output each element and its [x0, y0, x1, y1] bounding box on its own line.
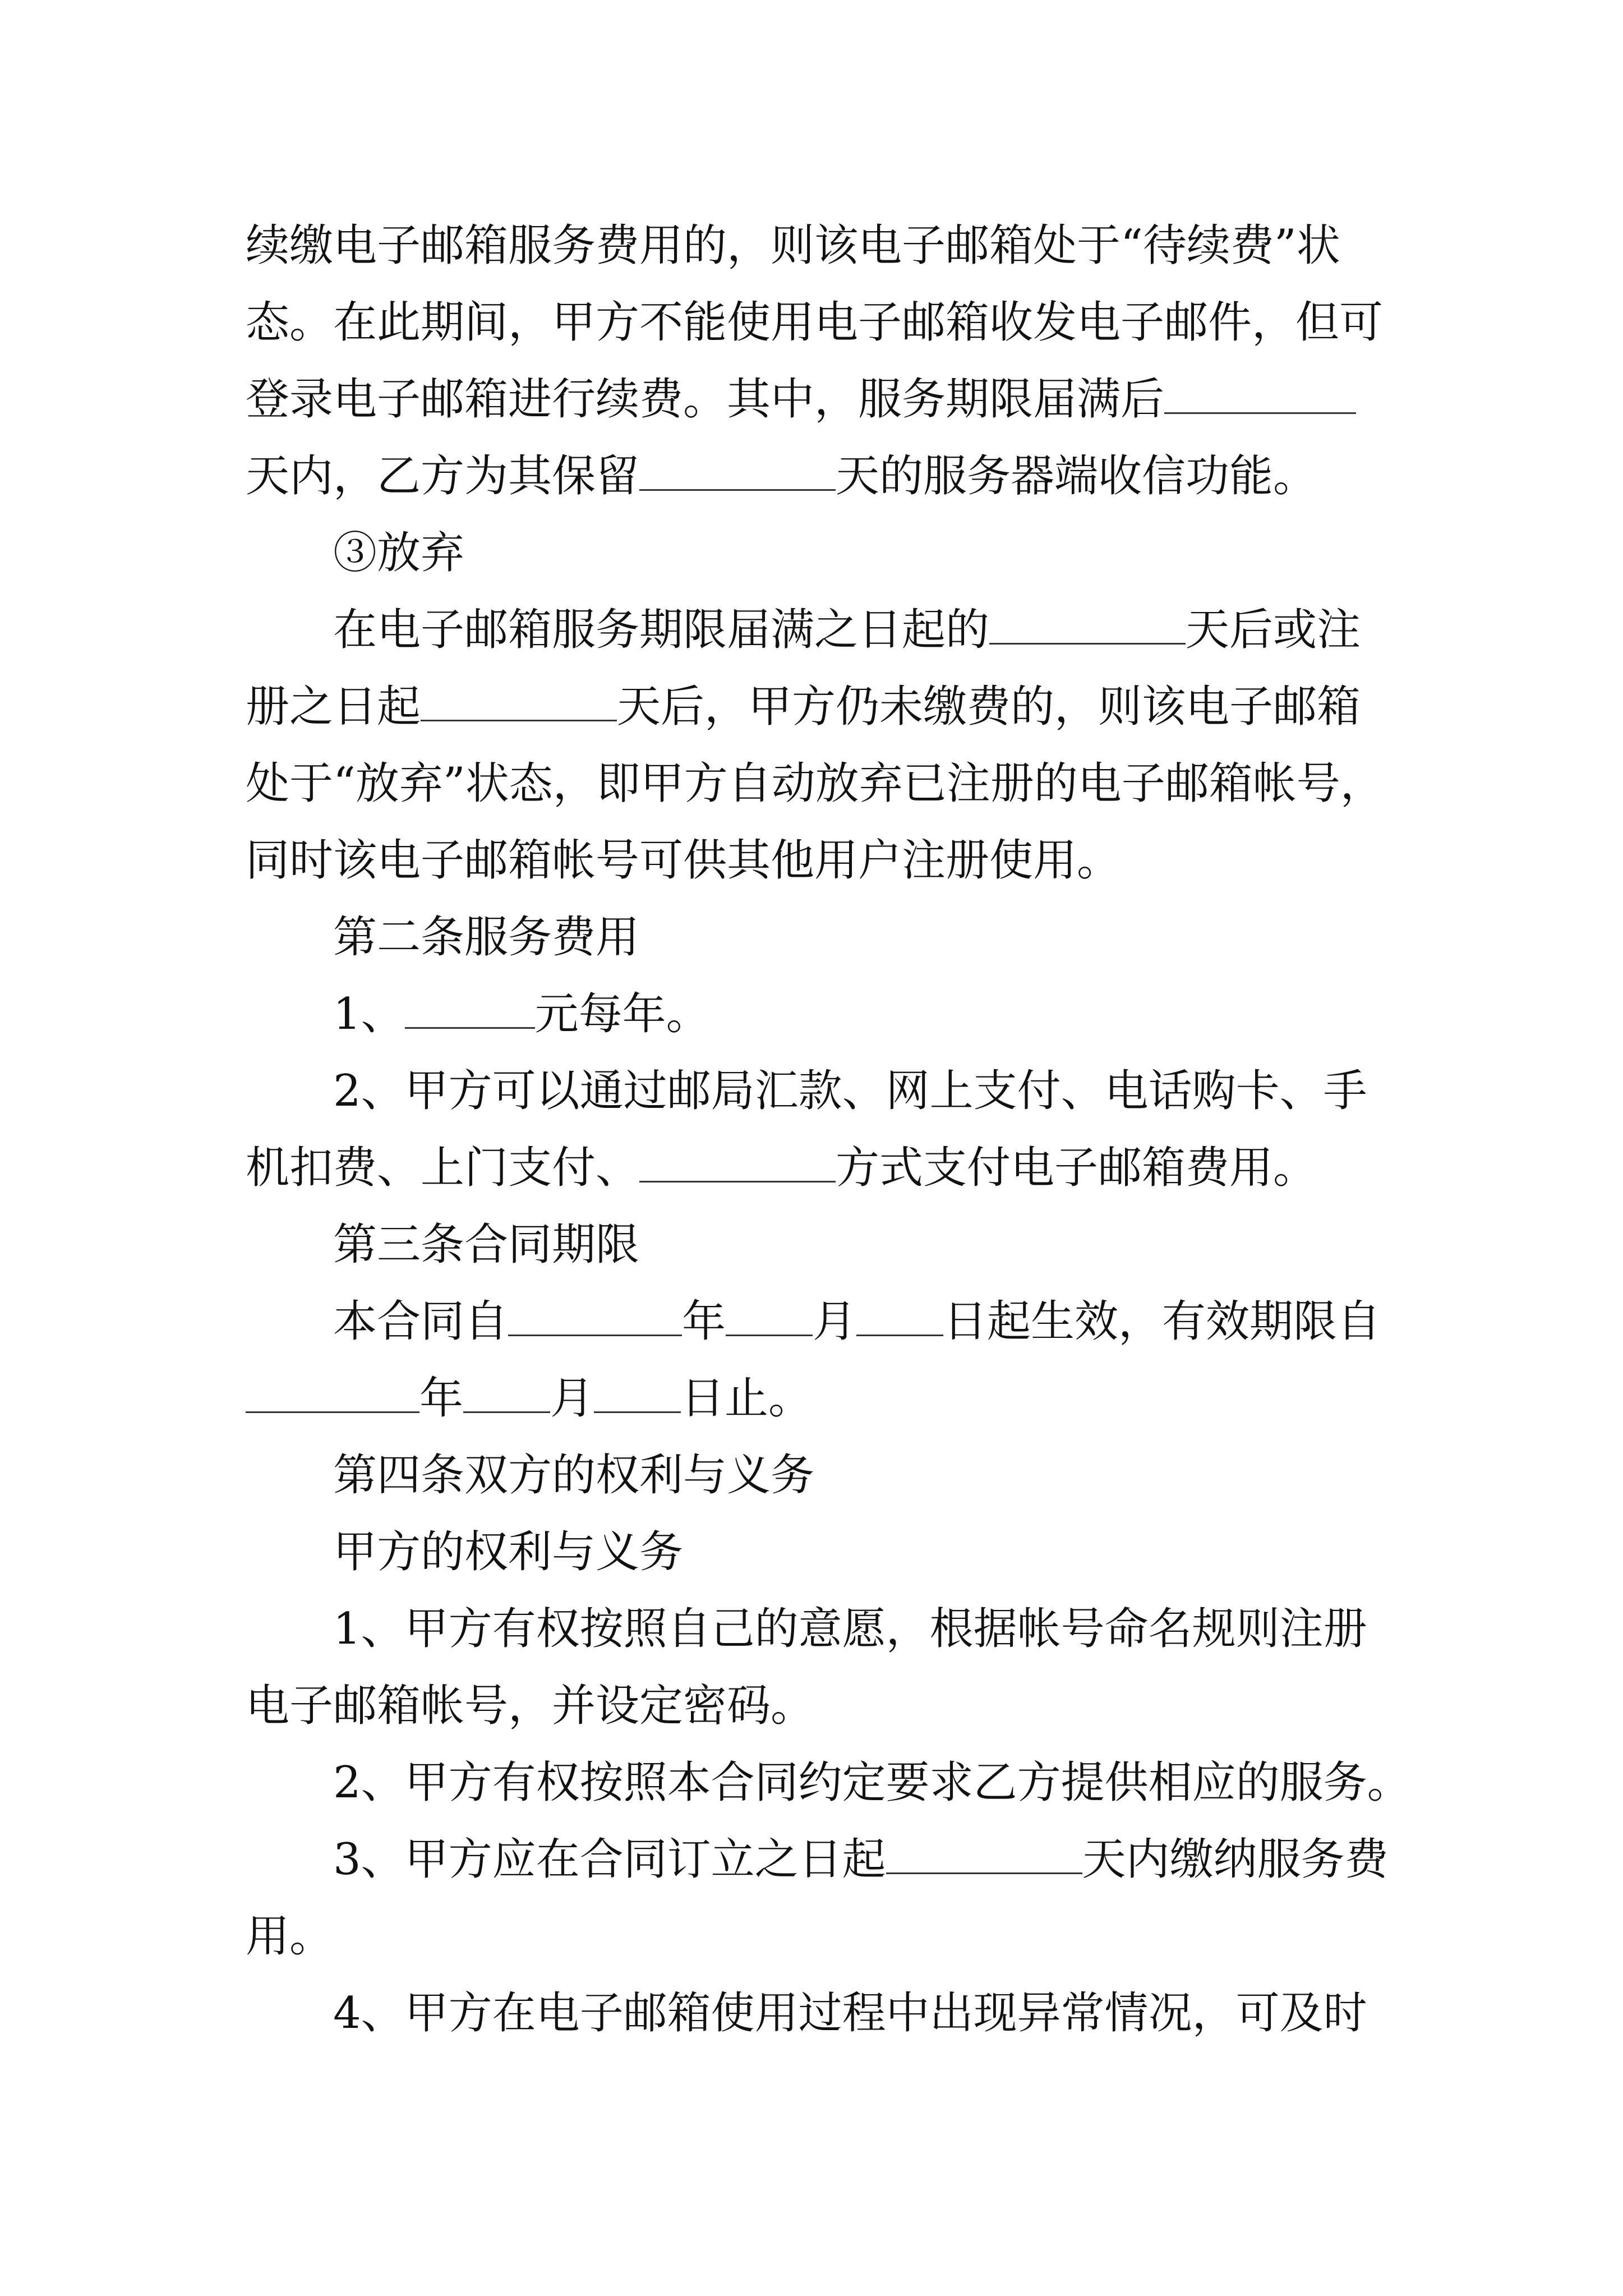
- fill-in-blank-month[interactable]: [463, 1372, 550, 1413]
- paragraph-line: [246, 1591, 1367, 1668]
- paragraph-line: [246, 1745, 1411, 1821]
- fill-in-blank-day[interactable]: [594, 1372, 681, 1413]
- fill-in-blank[interactable]: [1164, 373, 1356, 414]
- text-span: 1、: [333, 989, 405, 1039]
- text-span: 日起生效，有效期限自: [943, 1296, 1381, 1347]
- text-span: 续缴电子邮箱服务费用的，则该电子邮箱处于“待续费”状: [246, 220, 1340, 271]
- text-span: 天内，乙方为其保留: [246, 451, 640, 501]
- paragraph-line: [246, 1975, 1367, 2052]
- sub-heading: [246, 1514, 683, 1591]
- paragraph-line: [246, 1053, 1367, 1130]
- text-span: 同时该电子邮箱帐号可供其他用户注册使用。: [246, 835, 1121, 886]
- text-span: 2、甲方可以通过邮局汇款、网上支付、电话购卡、手: [333, 1066, 1367, 1116]
- text-span: 电子邮箱帐号，并设定密码。: [246, 1681, 815, 1731]
- fill-in-blank[interactable]: [886, 1833, 1082, 1874]
- article-heading: [246, 1207, 639, 1283]
- text-span: 机扣费、上门支付、: [246, 1143, 640, 1193]
- paragraph-line: [246, 976, 710, 1053]
- heading-text: 第四条双方的权利与义务: [333, 1450, 815, 1501]
- paragraph-line: [246, 208, 1378, 284]
- text-span: 3、甲方应在合同订立之日起: [333, 1834, 886, 1885]
- paragraph-line: [246, 438, 1317, 515]
- fill-in-blank[interactable]: [639, 450, 836, 491]
- paragraph-line: [246, 1360, 812, 1437]
- heading-text: 甲方的权利与义务: [333, 1527, 684, 1577]
- text-span: 态。在此期间，甲方不能使用电子邮箱收发电子邮件，但可: [246, 297, 1384, 348]
- paragraph-line: [246, 669, 1361, 746]
- paragraph-line: [246, 592, 1361, 669]
- text-span: 天后，甲方仍未缴费的，则该电子邮箱: [617, 682, 1361, 732]
- paragraph-line: [246, 822, 1121, 899]
- heading-text: ③放弃: [333, 528, 465, 578]
- paragraph-line: [246, 1898, 333, 1975]
- text-span: 2、甲方有权按照本合同约定要求乙方提供相应的服务。: [333, 1757, 1411, 1808]
- paragraph-line: [246, 1283, 1381, 1360]
- article-heading: [246, 899, 639, 976]
- fill-in-blank[interactable]: [421, 680, 617, 721]
- paragraph-line: [246, 1821, 1389, 1898]
- section-heading: [246, 515, 464, 592]
- text-span: 在电子邮箱服务期限届满之日起的: [333, 605, 990, 655]
- paragraph-line: [246, 1668, 814, 1745]
- fill-in-blank[interactable]: [989, 604, 1186, 645]
- text-span: 年: [419, 1373, 464, 1424]
- article-heading: [246, 1437, 814, 1514]
- text-span: 处于“放弃”状态，即甲方自动放弃已注册的电子邮箱帐号，: [246, 758, 1384, 809]
- text-span: 4、甲方在电子邮箱使用过程中出现异常情况，可及时: [333, 1988, 1367, 2039]
- text-span: 月: [550, 1373, 594, 1424]
- text-span: 天的服务器端收信功能。: [836, 451, 1317, 501]
- text-span: 本合同自: [333, 1296, 509, 1347]
- text-span: 册之日起: [246, 682, 421, 732]
- heading-text: 第二条服务费用: [333, 912, 640, 963]
- fill-in-blank-month[interactable]: [726, 1295, 813, 1336]
- fill-in-blank-year[interactable]: [508, 1295, 682, 1336]
- text-span: 方式支付电子邮箱费用。: [836, 1143, 1317, 1193]
- fill-in-blank-year[interactable]: [246, 1372, 419, 1413]
- paragraph-line: [246, 284, 1384, 361]
- text-span: 天后或注: [1186, 605, 1361, 655]
- heading-text: 第三条合同期限: [333, 1220, 640, 1270]
- text-span: 1、甲方有权按照自己的意愿，根据帐号命名规则注册: [333, 1604, 1367, 1654]
- text-span: 天内缴纳服务费: [1082, 1834, 1389, 1885]
- text-span: 登录电子邮箱进行续费。其中，服务期限届满后: [246, 374, 1165, 425]
- fill-in-blank[interactable]: [639, 1142, 836, 1182]
- fill-in-blank-day[interactable]: [856, 1295, 943, 1336]
- text-span: 元每年。: [534, 989, 710, 1039]
- paragraph-line: [246, 361, 1356, 438]
- paragraph-line: [246, 746, 1384, 822]
- text-span: 年: [682, 1296, 726, 1347]
- text-span: 用。: [246, 1911, 334, 1962]
- fill-in-blank[interactable]: [405, 988, 535, 1029]
- text-span: 月: [813, 1296, 857, 1347]
- text-span: 日止。: [681, 1373, 813, 1424]
- paragraph-line: [246, 1130, 1317, 1207]
